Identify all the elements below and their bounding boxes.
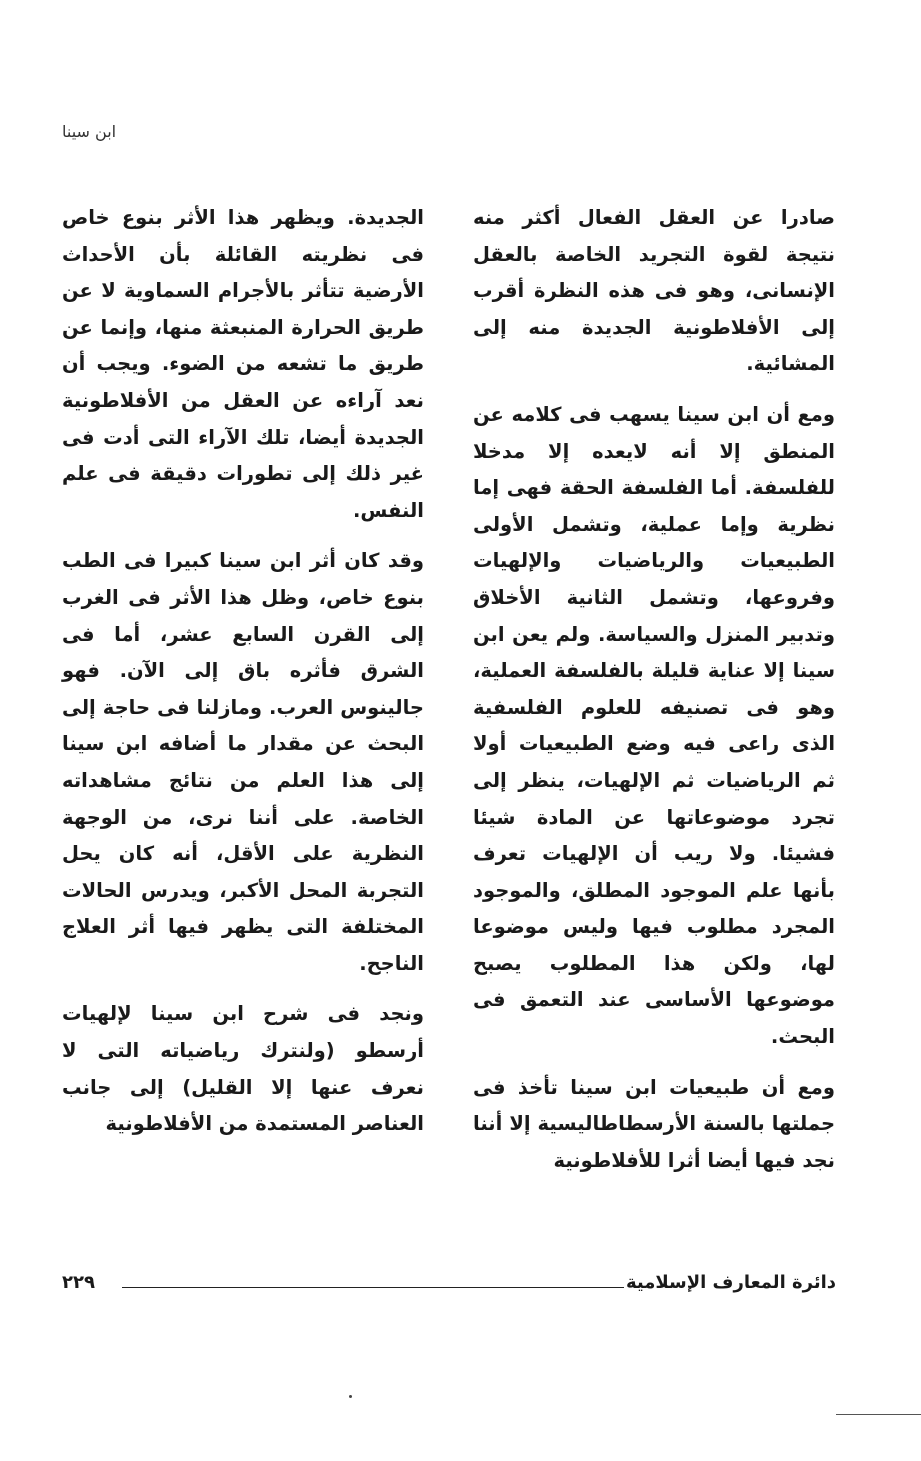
paragraph: صادرا عن العقل الفعال أكثر منه نتيجة لقوة التجريد الخاصة بالعقل الإنسانى، وهو فى هذه النظرة أقرب إلى الأفلاطونية الجديدة منه إلى المشائية.	[473, 206, 835, 376]
paragraph: ومع أن طبيعيات ابن سينا تأخذ فى جملتها بالسنة الأرسطاطاليسية إلا أننا نجد فيها أيضا أثرا للأفلاطونية	[473, 1075, 835, 1172]
paragraph: ومع أن ابن سينا يسهب فى كلامه عن المنطق إلا أنه لايعده إلا مدخلا للفلسفة. أما الفلسفة الحقة فهى إما نظرية وإما عملية، وتشمل الأولى الطبيعيات والرياضيات والإلهيات وفروعها، وتشمل الثانية الأخلاق وتدبير المنزل والسياسة. ولم يعن ابن سينا إلا عناية قليلة بالفلسفة العملية، وهو فى تصنيفه للعلوم الفلسفية الذى راعى فيه وضع الطبيعيات أولا ثم الرياضيات ثم الإلهيات، ينظر إلى تجرد موضوعاتها عن المادة شيئا فشيئا. ولا ريب أن الإلهيات تعرف بأنها علم الموجود المطلق، والموجود المجرد مطلوب فيها وليس موضوعا لها، ولكن هذا المطلوب يصبح موضوعها الأساسى عند التعمق فى البحث.	[473, 402, 835, 1049]
bottom-margin-rule	[836, 1414, 921, 1415]
right-column	[473, 200, 835, 1193]
footer-title: دائرة المعارف الإسلامية	[625, 1272, 836, 1293]
footer-rule	[122, 1287, 624, 1288]
paragraph: ونجد فى شرح ابن سينا لإلهيات أرسطو (ولنترك رياضياته التى لا نعرف عنها إلا القليل) إلى جانب العناصر المستمدة من الأفلاطونية	[62, 1002, 424, 1136]
page-number: ٢٢٩	[62, 1272, 95, 1293]
running-header: ابن سينا	[62, 122, 117, 141]
page-footer	[62, 1272, 836, 1298]
print-speck	[349, 1395, 352, 1398]
left-column	[62, 200, 424, 1157]
paragraph: الجديدة. ويظهر هذا الأثر بنوع خاص فى نظريته القائلة بأن الأحداث الأرضية تتأثر بالأجرام السماوية لا عن طريق الحرارة المنبعثة منها، وإنما عن طريق ما تشعه من الضوء. ويجب أن نعد آراءه عن العقل من الأفلاطونية الجديدة أيضا، تلك الآراء التى أدت فى غير ذلك إلى تطورات دقيقة فى علم النفس.	[62, 206, 424, 522]
paragraph: وقد كان أثر ابن سينا كبيرا فى الطب بنوع خاص، وظل هذا الأثر فى الغرب إلى القرن السابع عشر، أما فى الشرق فأثره باق إلى الآن. فهو جالينوس العرب. ومازلنا فى حاجة إلى البحث عن مقدار ما أضافه ابن سينا إلى هذا العلم من نتائج مشاهداته الخاصة. على أننا نرى، من الوجهة النظرية على الأقل، أنه كان يحل التجربة المحل الأكبر، ويدرس الحالات المختلفة التى يظهر فيها أثر العلاج الناجح.	[62, 549, 424, 975]
